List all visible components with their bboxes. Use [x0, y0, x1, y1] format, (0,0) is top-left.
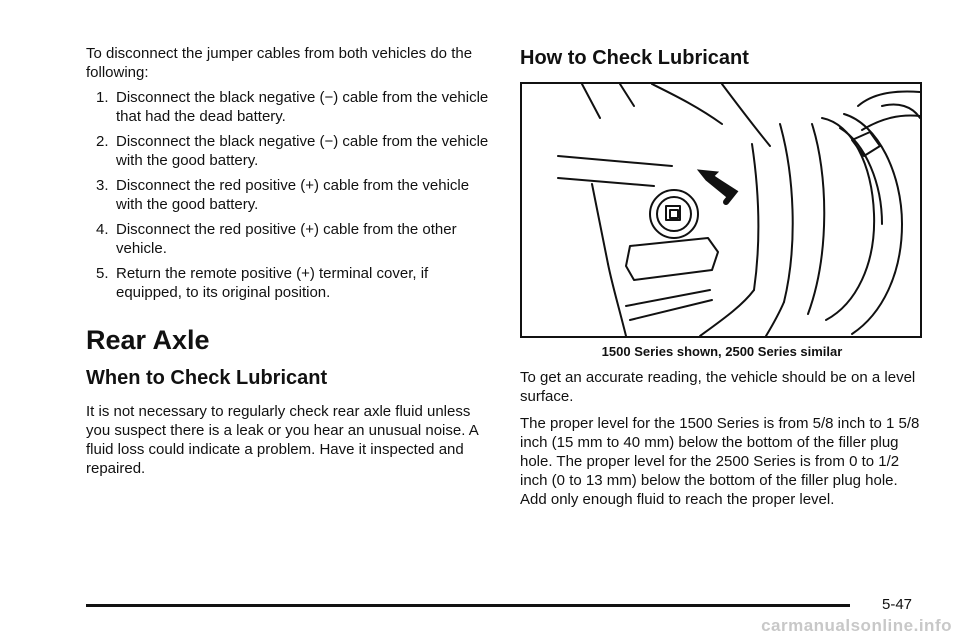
- step-item: [86, 220, 491, 258]
- right-column: [520, 44, 924, 517]
- step-text: Return the remote positive (+) terminal cover, if equipped, to its original position.: [116, 265, 429, 301]
- watermark: carmanualsonline.info: [761, 616, 952, 635]
- step-text: Disconnect the red positive (+) cable from the vehicle with the good battery.: [116, 177, 470, 213]
- page-number: 5-47: [882, 596, 913, 613]
- axle-drawing: [522, 84, 920, 336]
- step-number: 5.: [96, 265, 109, 282]
- when-paragraph: It is not necessary to regularly check rear axle fluid unless you suspect there is a leak or you hear an unusual noise. A fluid loss could indicate a problem. Have it inspected and repaired.: [86, 403, 478, 477]
- section-title: Rear Axle: [86, 325, 210, 355]
- figure-caption: 1500 Series shown, 2500 Series similar: [601, 344, 843, 359]
- step-item: [86, 132, 491, 170]
- step-item: [86, 176, 491, 214]
- step-text: Disconnect the red positive (+) cable from the other vehicle.: [116, 221, 457, 257]
- step-item: [86, 88, 491, 126]
- step-number: 2.: [96, 133, 109, 150]
- step-number: 4.: [96, 221, 109, 238]
- axle-illustration: [520, 82, 922, 338]
- left-column: [86, 44, 491, 478]
- step-item: [86, 264, 491, 302]
- step-text: Disconnect the black negative (−) cable from the vehicle that had the dead battery.: [116, 89, 489, 125]
- step-text: Disconnect the black negative (−) cable from the vehicle with the good battery.: [116, 133, 489, 169]
- subsection-title-how: How to Check Lubricant: [520, 47, 749, 69]
- steps-list: [86, 88, 491, 302]
- reading-paragraph: To get an accurate reading, the vehicle should be on a level surface.: [520, 369, 916, 405]
- subsection-title-when: When to Check Lubricant: [86, 367, 328, 389]
- step-number: 1.: [96, 89, 109, 106]
- step-number: 3.: [96, 177, 109, 194]
- footer-rule: [86, 604, 850, 607]
- level-paragraph: The proper level for the 1500 Series is from 5/8 inch to 1 5/8 inch (15 mm to 40 mm) below the bottom of the filler plug hole. The proper level for the 2500 Series is from 0 to 1/2 inch (0 to 13 mm) below the bottom of the filler plug hole. Add only enough fluid to reach the proper level.: [520, 415, 920, 508]
- intro-text: To disconnect the jumper cables from both vehicles do the following:: [86, 45, 473, 81]
